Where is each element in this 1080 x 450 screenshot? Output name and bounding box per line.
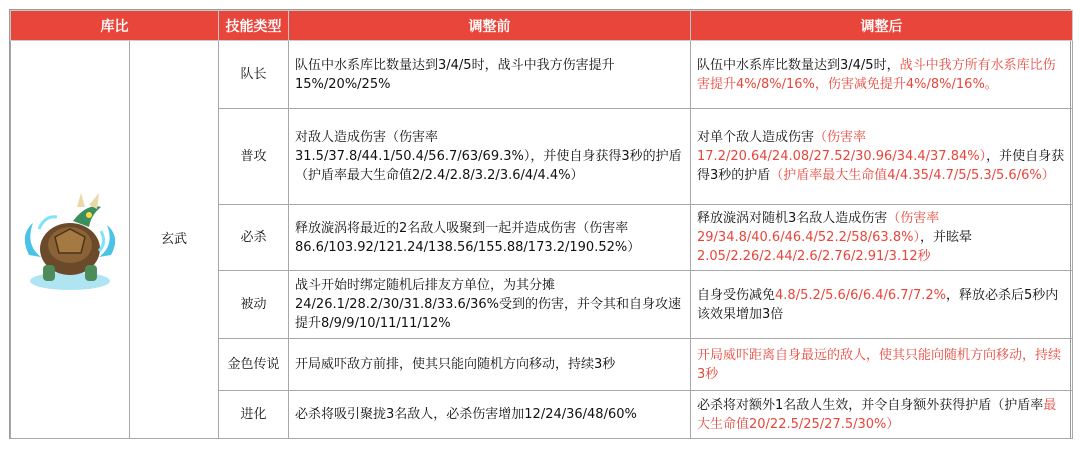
changed-text: （护盾率最大生命值4/4.35/4.7/5/5.3/5.6/6%） <box>770 168 1055 183</box>
skill-type: 金色传说 <box>219 339 289 391</box>
skill-type: 被动 <box>219 271 289 339</box>
after-text <box>691 339 1073 391</box>
skill-type: 队长 <box>219 41 289 109</box>
header-pet: 库比 <box>11 11 219 41</box>
changed-text: （伤害率29/34.8/40.6/46.4/52.2/58/63.8%） <box>697 211 940 245</box>
dragon-turtle-icon <box>15 185 125 295</box>
header-after: 调整后 <box>691 11 1073 41</box>
before-text: 释放漩涡将最近的2名敌人吸聚到一起并造成伤害（伤害率86.6/103.92/121.24/138.56/155.88/173.2/190.52%） <box>289 205 691 271</box>
table-header-row <box>11 11 1073 41</box>
changed-text: （伤害率17.2/20.64/24.08/27.52/30.96/34.4/37.84%） <box>697 130 987 164</box>
changed-text: 4.8/5.2/5.6/6/6.4/6.7/7.2% <box>775 287 946 303</box>
pet-portrait-cell <box>11 41 130 439</box>
skill-type: 必杀 <box>219 205 289 271</box>
after-text <box>691 205 1073 271</box>
changed-text: 战斗中我方所有水系库比伤害提升4%/8%/16%，伤害减免提升4%/8%/16%。 <box>697 57 1056 92</box>
after-text <box>691 109 1073 205</box>
changed-text: 2.05/2.26/2.44/2.6/2.76/2.91/3.12秒 <box>697 249 931 264</box>
unchanged-text: 必杀将对额外1名敌人生效，并令自身额外获得护盾（护盾率 <box>697 397 1044 413</box>
before-text: 必杀将吸引聚拢3名敌人，必杀伤害增加12/24/36/48/60% <box>289 391 691 439</box>
after-text <box>691 391 1073 439</box>
skill-type: 普攻 <box>219 109 289 205</box>
table-row <box>11 41 1073 109</box>
before-text: 战斗开始时绑定随机后排友方单位，为其分摊24/26.1/28.2/30/31.8/33.6/36%受到的伤害，并令其和自身攻速提升8/9/9/10/11/11/12% <box>289 271 691 339</box>
changed-text: 最大生命值20/22.5/25/27.5/30%） <box>697 397 1057 432</box>
unchanged-text: ，并眩晕 <box>919 230 972 245</box>
changed-text: 开局威吓距离自身最远的敌人，使其只能向随机方向移动，持续3秒 <box>697 347 1062 382</box>
unchanged-text: ，并使自身获得3秒的护盾 <box>697 149 1065 183</box>
unchanged-text: 释放漩涡对随机3名敌人造成伤害 <box>697 211 888 226</box>
unchanged-text: 队伍中水系库比数量达到3/4/5时， <box>697 57 900 73</box>
unchanged-text: ，释放必杀后5秒内该效果增加3倍 <box>697 287 1059 322</box>
before-text: 队伍中水系库比数量达到3/4/5时，战斗中我方伤害提升15%/20%/25% <box>289 41 691 109</box>
before-text: 开局威吓敌方前排，使其只能向随机方向移动，持续3秒 <box>289 339 691 391</box>
header-skill-type: 技能类型 <box>219 11 289 41</box>
after-text <box>691 41 1073 109</box>
pet-name: 玄武 <box>130 41 219 439</box>
unchanged-text: 自身受伤减免 <box>697 287 776 303</box>
skill-type: 进化 <box>219 391 289 439</box>
skill-comparison-table <box>9 9 1071 439</box>
before-text: 对敌人造成伤害（伤害率31.5/37.8/44.1/50.4/56.7/63/69.3%），并使自身获得3秒的护盾（护盾率最大生命值2/2.4/2.8/3.2/3.6/4/4.4%） <box>289 109 691 205</box>
after-text <box>691 271 1073 339</box>
header-before: 调整前 <box>289 11 691 41</box>
unchanged-text: 对单个敌人造成伤害 <box>697 130 815 145</box>
